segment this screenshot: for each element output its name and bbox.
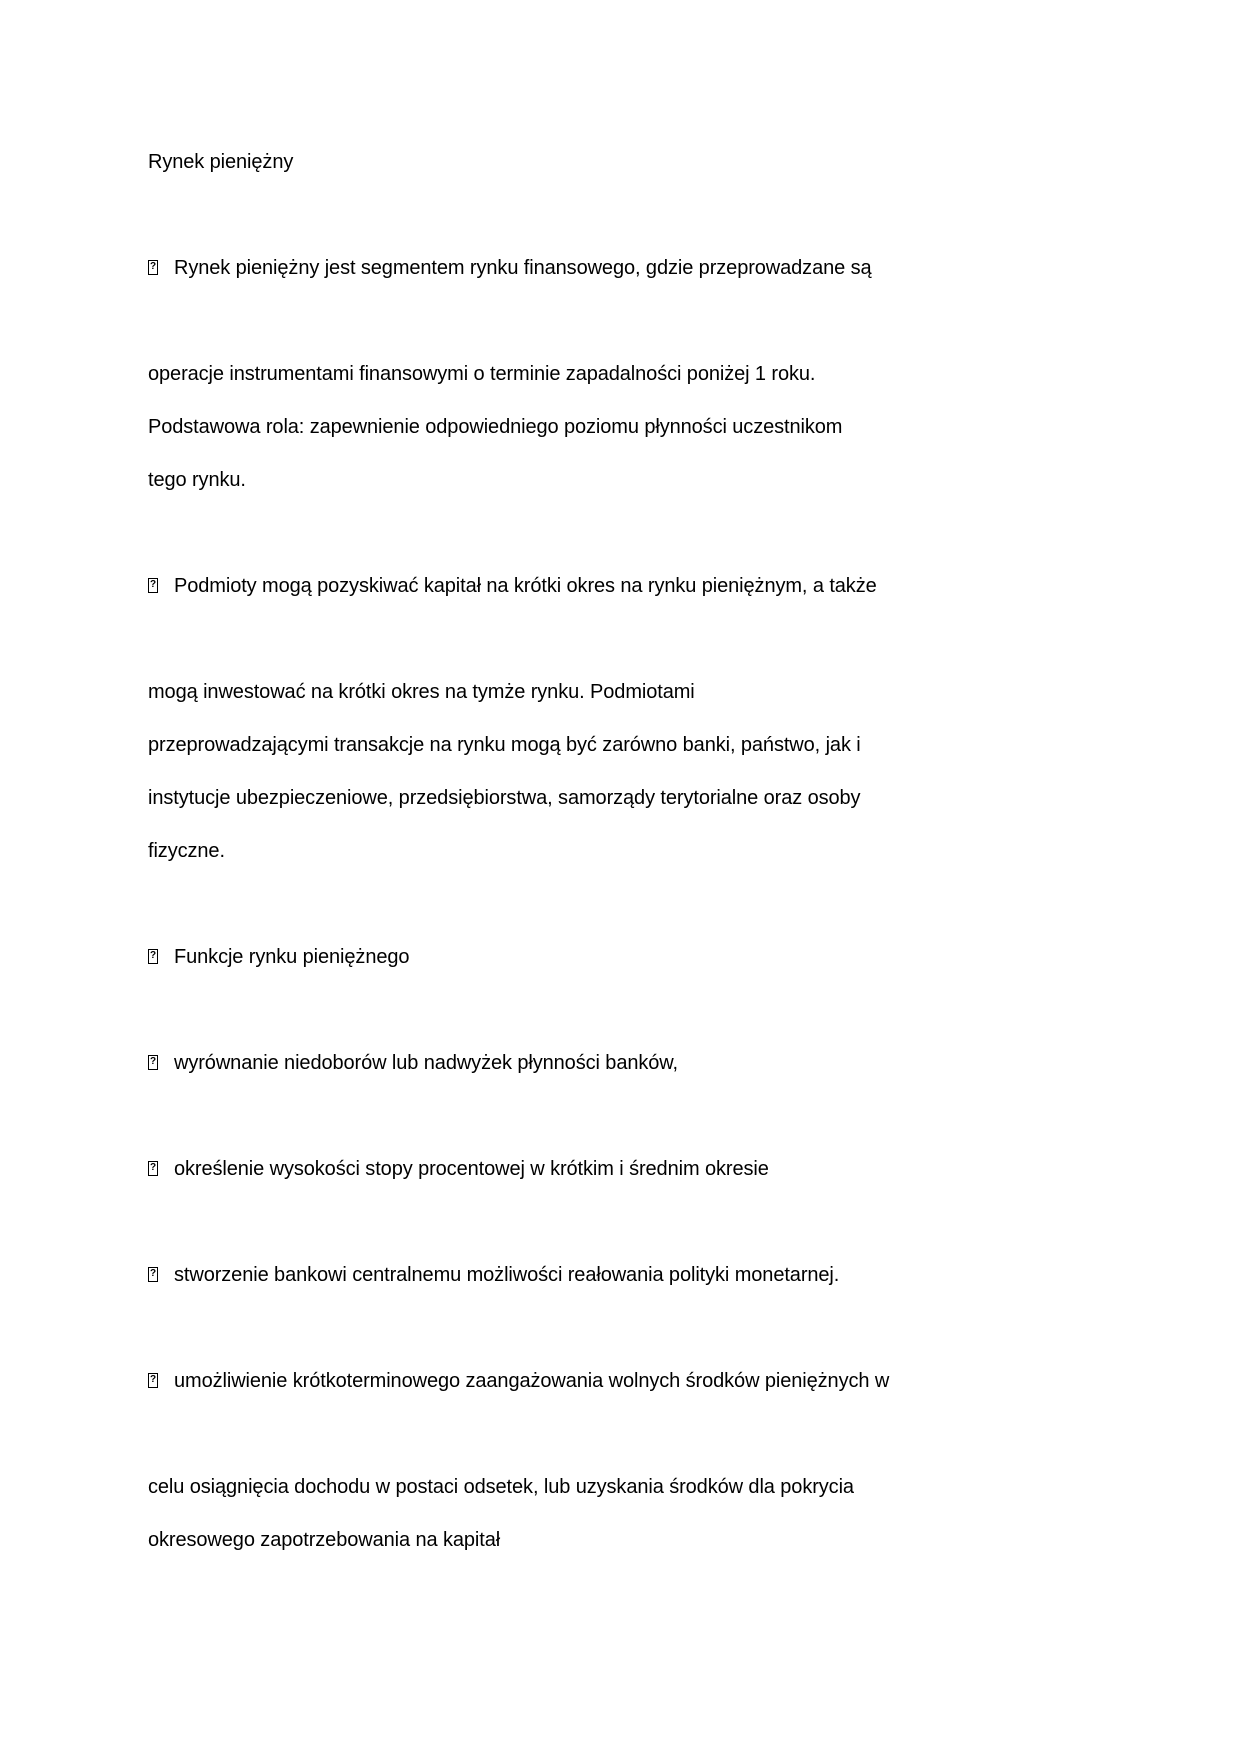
paragraph-line: Podstawowa rola: zapewnienie odpowiedniego poziomu płynności uczestnikom [148,416,843,438]
line-text: stworzenie bankowi centralnemu możliwości reałowania polityki monetarnej. [174,1264,840,1286]
paragraph-line: fizyczne. [148,840,225,862]
paragraph-line: tego rynku. [148,469,246,491]
missing-glyph-bullet-icon [148,1373,158,1388]
paragraph-line: okresowego zapotrzebowania na kapitał [148,1529,501,1551]
paragraph-line: mogą inwestować na krótki okres na tymże rynku. Podmiotami [148,681,695,703]
list-item [148,1157,769,1181]
missing-glyph-bullet-icon [148,1055,158,1070]
list-item [148,1369,889,1393]
missing-glyph-bullet-icon [148,260,158,275]
document-title: Rynek pieniężny [148,151,294,173]
paragraph-line: celu osiągnięcia dochodu w postaci odsetek, lub uzyskania środków dla pokrycia [148,1476,854,1498]
missing-glyph-bullet-icon [148,578,158,593]
paragraph-line: instytucje ubezpieczeniowe, przedsiębiorstwa, samorządy terytorialne oraz osoby [148,787,861,809]
paragraph-line [148,574,877,598]
section-heading [148,945,409,969]
paragraph-line: operacje instrumentami finansowymi o terminie zapadalności poniżej 1 roku. [148,363,816,385]
paragraph-line: przeprowadzającymi transakcje na rynku mogą być zarówno banki, państwo, jak i [148,734,861,756]
missing-glyph-bullet-icon [148,1161,158,1176]
line-text: określenie wysokości stopy procentowej w krótkim i średnim okresie [174,1158,769,1180]
line-text: Funkcje rynku pieniężnego [174,946,410,968]
line-text: Podmioty mogą pozyskiwać kapitał na krótki okres na rynku pieniężnym, a także [174,575,877,597]
missing-glyph-bullet-icon [148,1267,158,1282]
paragraph-line [148,256,872,280]
line-text: wyrównanie niedoborów lub nadwyżek płynności banków, [174,1052,678,1074]
line-text: umożliwienie krótkoterminowego zaangażowania wolnych środków pieniężnych w [174,1370,890,1392]
list-item [148,1263,839,1287]
missing-glyph-bullet-icon [148,949,158,964]
list-item [148,1051,678,1075]
line-text: Rynek pieniężny jest segmentem rynku finansowego, gdzie przeprowadzane są [174,257,872,279]
